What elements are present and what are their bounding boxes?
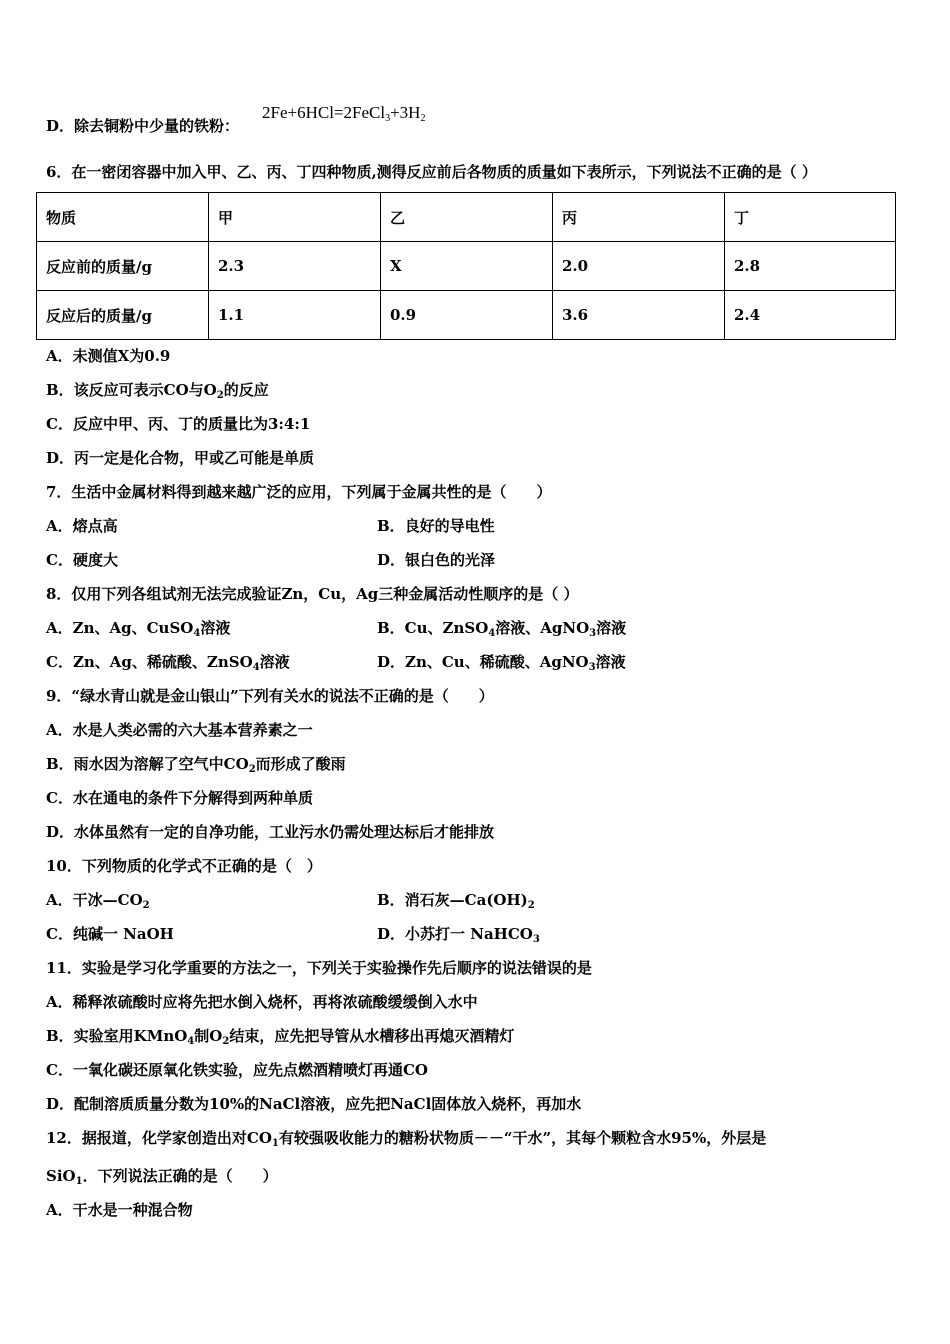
q9-stem: 9．“绿水青山就是金山银山”下列有关水的说法不正确的是（ ） <box>46 687 494 705</box>
table-row <box>37 291 896 340</box>
q7-option-a: A．熔点高 <box>46 517 118 535</box>
q8-option-b: B．Cu、ZnSO$_4$溶液、AgNO$_3$溶液 <box>377 619 627 639</box>
table-cell: X <box>381 242 553 291</box>
q7-stem: 7．生活中金属材料得到越来越广泛的应用，下列属于金属共性的是（ ） <box>46 483 552 501</box>
q6-option-a: A．未测值X为0.9 <box>46 347 171 365</box>
q9-option-c: C．水在通电的条件下分解得到两种单质 <box>46 789 313 807</box>
q11-option-a: A．稀释浓硫酸时应将先把水倒入烧杯，再将浓硫酸缓缓倒入水中 <box>46 993 478 1011</box>
table-header-row <box>37 193 896 242</box>
q10-option-a: A．干冰$—CO_2$ <box>46 891 150 911</box>
q10-option-c: C．纯碱一 NaOH <box>46 925 174 943</box>
table-cell: 甲 <box>209 193 381 242</box>
q6-option-d: D．丙一定是化合物，甲或乙可能是单质 <box>46 449 315 467</box>
q6-option-c: C．反应中甲、丙、丁的质量比为3:4:1 <box>46 415 311 433</box>
q8-option-a: A．Zn、Ag、CuSO$_4$溶液 <box>46 619 231 639</box>
q11-option-c: C．一氧化碳还原氧化铁实验，应先点燃酒精喷灯再通CO <box>46 1061 428 1079</box>
q10-stem: 10．下列物质的化学式不正确的是（ ） <box>46 857 322 875</box>
q11-option-d: D．配制溶质质量分数为10%的NaCl溶液，应先把NaCl固体放入烧杯，再加水 <box>46 1095 582 1113</box>
table-cell: 0.9 <box>381 291 553 340</box>
q12-option-a: A．干水是一种混合物 <box>46 1201 193 1219</box>
q9-option-b: B．雨水因为溶解了空气中$CO_2$而形成了酸雨 <box>46 755 346 775</box>
table-cell: 丁 <box>725 193 896 242</box>
table-cell: 乙 <box>381 193 553 242</box>
q5-option-d: D．除去铜粉中少量的铁粉： <box>46 117 240 135</box>
table-cell: 丙 <box>553 193 725 242</box>
q7-option-b: B．良好的导电性 <box>377 517 495 535</box>
table-cell: 2.0 <box>553 242 725 291</box>
table-cell: 反应前的质量/g <box>37 242 209 291</box>
q11-stem: 11．实验是学习化学重要的方法之一，下列关于实验操作先后顺序的说法错误的是 <box>46 959 592 977</box>
q6-mass-table <box>36 192 896 340</box>
q8-option-d: D．Zn、Cu、稀硫酸、AgNO$_3$溶液 <box>377 653 626 673</box>
table-cell: 2.8 <box>725 242 896 291</box>
q5-equation: $2Fe+6HCl=2FeCl_3+3H_2$ <box>262 103 426 124</box>
q12-stem: 12．据报道，化学家创造出对$CO_1$有较强吸收能力的糖粉状物质－－“干水”，其每个颗粒含水95%，外层是 <box>46 1129 767 1149</box>
table-cell: 2.3 <box>209 242 381 291</box>
table-cell: 2.4 <box>725 291 896 340</box>
q9-option-a: A．水是人类必需的六大基本营养素之一 <box>46 721 313 739</box>
q7-option-d: D．银白色的光泽 <box>377 551 496 569</box>
table-cell: 反应后的质量/g <box>37 291 209 340</box>
table-cell: 1.1 <box>209 291 381 340</box>
q7-option-c: C．硬度大 <box>46 551 118 569</box>
q8-option-c: C．Zn、Ag、稀硫酸、ZnSO$_4$溶液 <box>46 653 290 673</box>
q9-option-d: D．水体虽然有一定的自净功能，工业污水仍需处理达标后才能排放 <box>46 823 495 841</box>
q10-option-b: B．消石灰$—Ca(OH)_2$ <box>377 891 535 911</box>
q11-option-b: B．实验室用KMnO$_4$制$O_2$结束，应先把导管从水槽移出再熄灭酒精灯 <box>46 1027 515 1047</box>
table-cell: 3.6 <box>553 291 725 340</box>
table-cell: 物质 <box>37 193 209 242</box>
q6-option-b: B．该反应可表示CO与$O_2$的反应 <box>46 381 269 401</box>
q6-stem: 6．在一密闭容器中加入甲、乙、丙、丁四种物质,测得反应前后各物质的质量如下表所示，下列说法不正确的是（ ） <box>46 163 817 181</box>
q8-stem: 8．仅用下列各组试剂无法完成验证Zn，Cu，Ag三种金属活动性顺序的是（ ） <box>46 585 579 603</box>
table-row <box>37 242 896 291</box>
q12-stem-line2: SiO$_1$．下列说法正确的是（ ） <box>46 1167 278 1187</box>
q10-option-d: D．小苏打一 NaHCO$_3$ <box>377 925 540 945</box>
